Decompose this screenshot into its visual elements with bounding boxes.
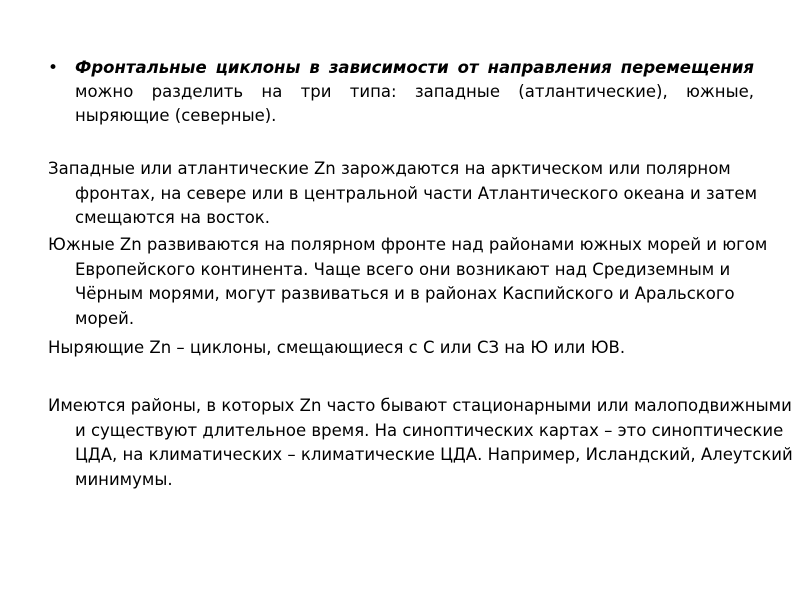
bullet-item	[48, 56, 754, 128]
bullet-icon: •	[48, 58, 59, 78]
bullet-emphasis: Фронтальные циклоны в зависимости от направления перемещения	[75, 58, 754, 77]
bullet-rest: можно разделить на три типа: западные (атлантические), южные, ныряющие (северные).	[75, 82, 754, 125]
paragraph-southern-cyclones: Южные Zn развиваются на полярном фронте над районами южных морей и югом Европейского континента. Чаще всего они возникают над Средиземным и Чёрным морями, могут развиваться и в районах Каспийского и Аральского морей.	[48, 235, 768, 328]
bullet-text	[75, 56, 754, 128]
paragraph-western-cyclones: Западные или атлантические Zn зарождаются на арктическом или полярном фронтах, на севере или в центральной части Атлантического океана и затем смещаются на восток.	[48, 159, 758, 227]
paragraph-diving-cyclones: Ныряющие Zn – циклоны, смещающиеся с С или СЗ на Ю или ЮВ.	[48, 338, 626, 357]
paragraph-stationary-cyclones: Имеются районы, в которых Zn часто бывают стационарными или малоподвижными и существуют длительное время. На синоптических картах – это синоптические ЦДА, на климатических – климатические ЦДА. Например, Исландский, Алеутский минимумы.	[48, 396, 793, 489]
